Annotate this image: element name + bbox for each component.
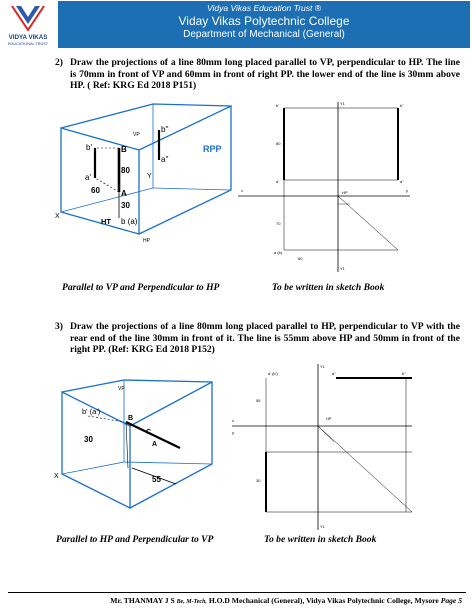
- dim-60: 60: [91, 186, 100, 195]
- svg-text:60: 60: [298, 256, 303, 261]
- svg-text:Y1: Y1: [340, 266, 345, 271]
- footer-position: H.O.D Mechanical (General), Vidya Vikas Polytechnic College, Mysore: [208, 596, 439, 605]
- svg-text:a'': a'': [400, 179, 404, 184]
- label-b-a-prime: b' (a'): [82, 407, 101, 416]
- label-B: B: [121, 145, 127, 154]
- department-name: Department of Mechanical (General): [183, 29, 345, 40]
- label-b-prime: b': [86, 143, 92, 152]
- svg-text:b'': b'': [402, 371, 406, 376]
- label-HT: HT: [101, 217, 111, 226]
- problem-3-orthographic: [226, 362, 416, 534]
- label-A: A: [152, 441, 158, 448]
- svg-text:b'': b'': [400, 103, 404, 108]
- svg-text:a (b): a (b): [274, 250, 283, 255]
- svg-text:HP: HP: [342, 190, 348, 195]
- label-X: X: [54, 473, 59, 480]
- label-X: X: [55, 213, 60, 220]
- problem-2-text: Draw the projections of a line 80mm long placed parallel to VP, perpendicular to HP. The line is 70mm in front of VP and 60mm in front of right PP. the lower end of the line is 30mm above HP. ( Ref: KRG Ed 2018 P151): [70, 57, 460, 91]
- problem-2-number: 2): [55, 57, 63, 68]
- trust-name: Vidya Vikas Education Trust ®: [207, 3, 321, 13]
- svg-text:a'': a'': [332, 371, 336, 376]
- svg-text:55: 55: [256, 398, 261, 403]
- footer: [8, 596, 462, 605]
- svg-text:70: 70: [276, 221, 281, 226]
- label-b-double-prime: b'': [161, 125, 169, 134]
- svg-text:Y1: Y1: [340, 101, 345, 106]
- svg-text:Y1: Y1: [320, 524, 325, 529]
- problem-2-caption-left: Parallel to VP and Perpendicular to HP: [62, 282, 220, 293]
- problem-2-caption-right: To be written in sketch Book: [272, 282, 385, 293]
- problem-3-caption-right: To be written in sketch Book: [264, 534, 377, 545]
- label-A: A: [121, 189, 127, 198]
- svg-text:x: x: [241, 188, 243, 193]
- problem-3-pictorial: [52, 376, 222, 516]
- label-Y: Y: [147, 173, 152, 180]
- footer-author: Mr. THANMAY J S: [110, 596, 175, 605]
- problem-2-orthographic: [228, 100, 414, 280]
- label-a-double-prime: a'': [161, 155, 169, 164]
- svg-text:x: x: [232, 418, 234, 423]
- dim-80: 80: [121, 166, 130, 175]
- svg-text:b': b': [276, 103, 279, 108]
- svg-text:a': a': [276, 179, 279, 184]
- problem-2-pictorial: [55, 100, 240, 250]
- footer-page: Page 5: [440, 596, 462, 605]
- dim-30: 30: [121, 201, 130, 210]
- label-a-prime: a': [85, 173, 91, 182]
- problem-3-number: 3): [55, 321, 63, 332]
- college-name: Viday Vikas Polytechnic College: [178, 14, 350, 28]
- label-VP: VP: [118, 386, 125, 392]
- label-RPP: RPP: [203, 144, 222, 154]
- logo-subtext: EDUCATIONAL TRUST: [7, 42, 49, 46]
- svg-text:80: 80: [276, 141, 281, 146]
- svg-text:Y1: Y1: [320, 364, 325, 369]
- dim-55: 55: [152, 475, 161, 484]
- logo-text: VIDYA VIKAS: [8, 34, 48, 41]
- label-VP: VP: [133, 132, 140, 138]
- problem-3-text: Draw the projections of a line 80mm long placed parallel to HP, perpendicular to VP with the rear end of the line 30mm in front of it. The line is 55mm above HP and 50mm in front of the right PP. (Ref: KRG Ed 2018 P152): [70, 321, 460, 355]
- svg-text:30: 30: [256, 478, 261, 483]
- footer-divider: [8, 592, 466, 593]
- svg-text:y: y: [232, 430, 234, 435]
- label-B: B: [128, 415, 134, 422]
- header-banner: [58, 1, 470, 48]
- svg-text:a' (b'): a' (b'): [268, 371, 278, 376]
- college-logo: [2, 2, 54, 48]
- label-b-a: b (a): [121, 217, 138, 226]
- svg-text:HP: HP: [326, 416, 332, 421]
- svg-text:y: y: [406, 188, 408, 193]
- dim-30: 30: [84, 435, 93, 444]
- label-HP: HP: [143, 238, 150, 244]
- footer-degree: Be, M-Tech,: [176, 599, 207, 605]
- label-C: C: [146, 429, 152, 436]
- problem-3-caption-left: Parallel to HP and Perpendicular to VP: [56, 534, 214, 545]
